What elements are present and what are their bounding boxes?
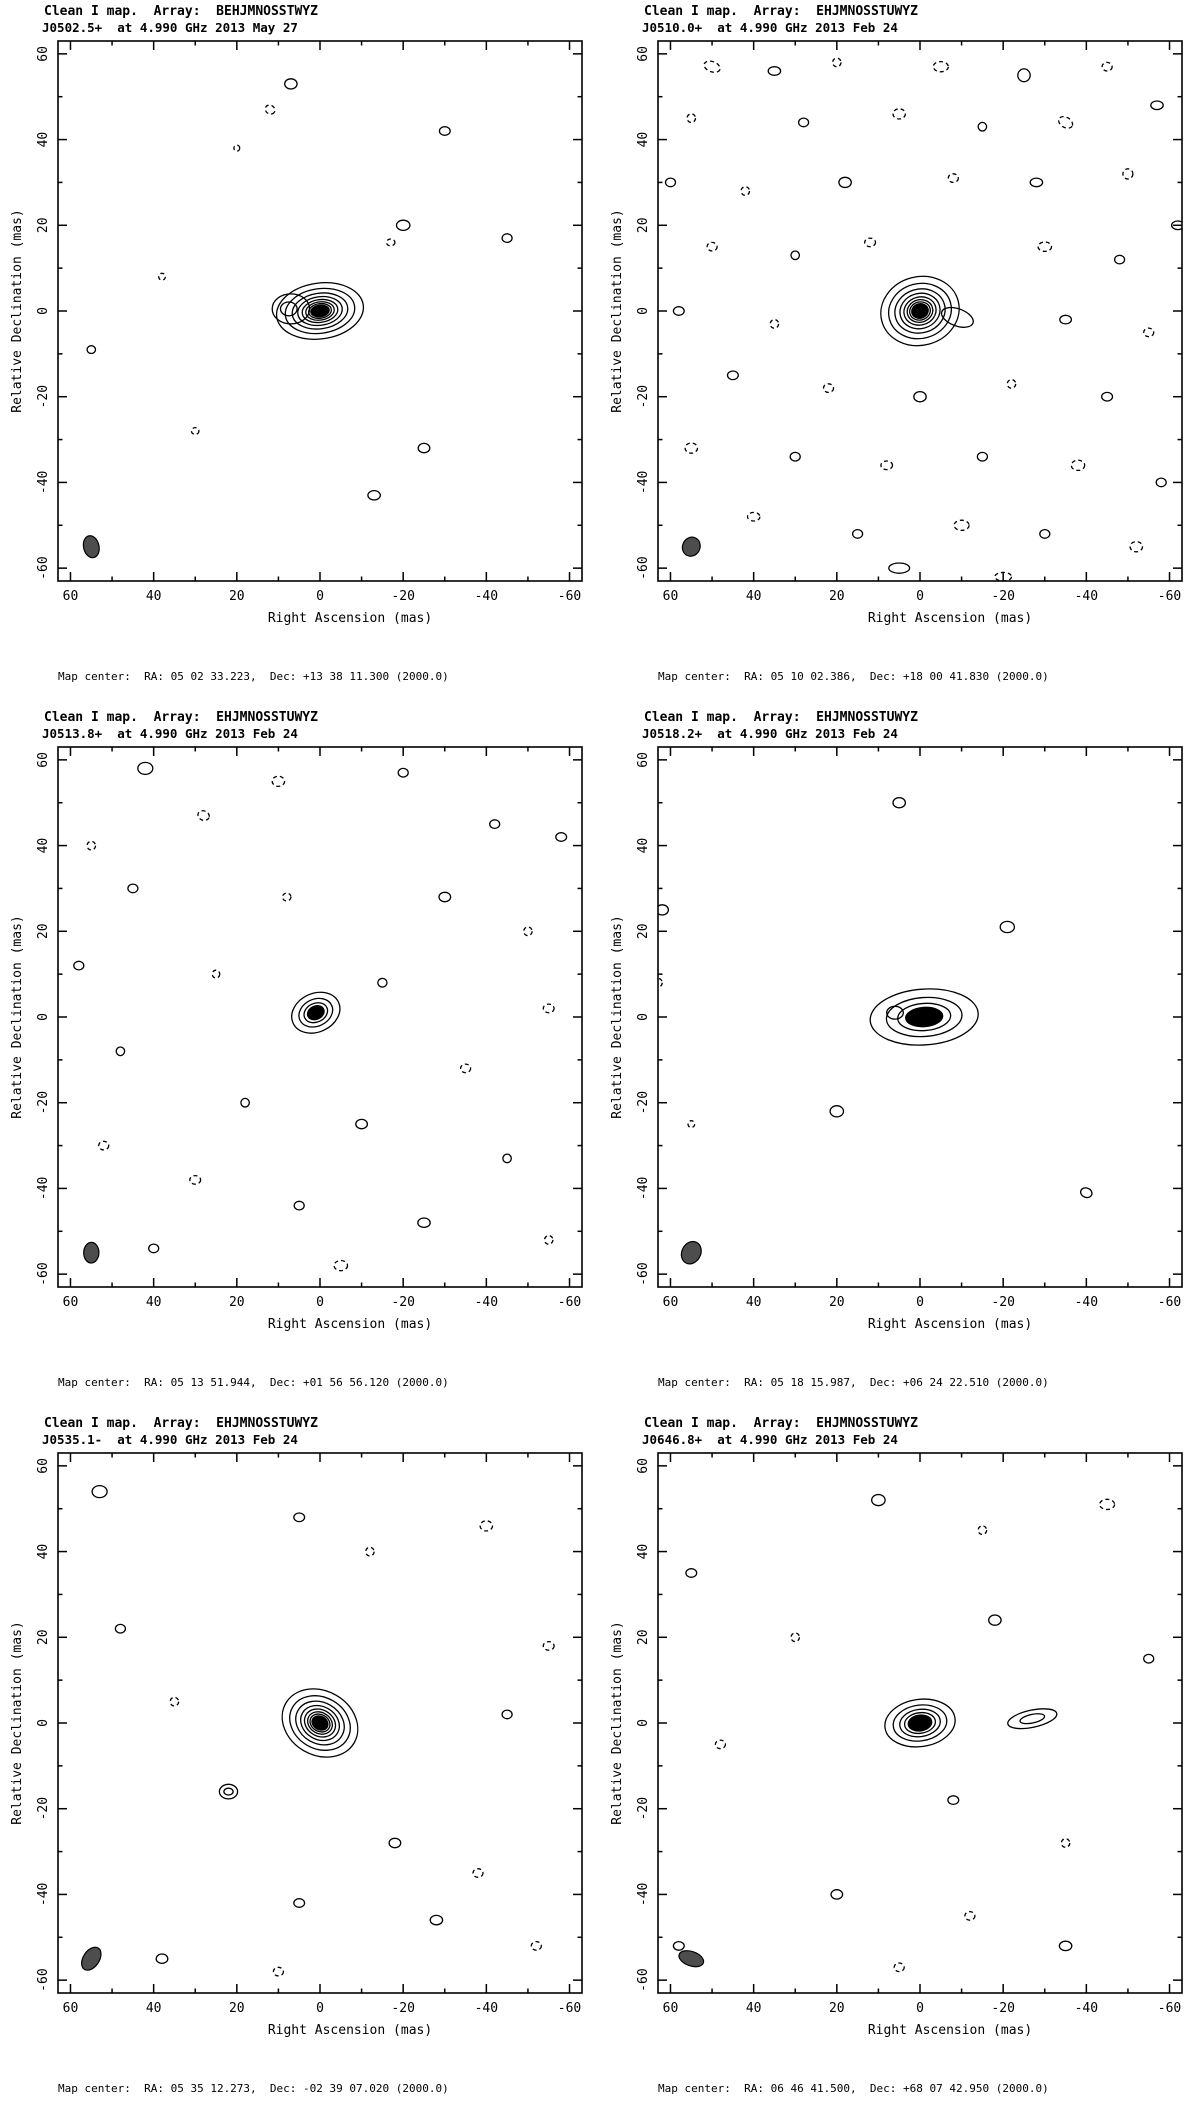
svg-text:Right Ascension (mas): Right Ascension (mas) [267, 611, 433, 626]
svg-text:40: 40 [635, 837, 651, 854]
svg-text:40: 40 [745, 1295, 762, 1310]
svg-text:0: 0 [36, 1013, 51, 1021]
svg-text:-20: -20 [991, 2001, 1015, 2016]
svg-text:-60: -60 [36, 1968, 52, 1992]
svg-text:0: 0 [316, 2001, 324, 2016]
svg-text:-60: -60 [636, 1968, 652, 1992]
svg-text:-20: -20 [636, 1090, 652, 1115]
svg-text:-60: -60 [557, 589, 582, 604]
svg-text:20: 20 [828, 2001, 845, 2016]
svg-text:40: 40 [145, 2001, 162, 2016]
svg-text:Right Ascension (mas): Right Ascension (mas) [267, 1317, 433, 1332]
panel-j0502 [0, 0, 600, 706]
panel-j0535 [0, 1412, 600, 2118]
svg-text:20: 20 [35, 1629, 51, 1646]
svg-text:-60: -60 [1157, 1295, 1182, 1310]
panel-title: Clean I map. Array: EHJMNOSSTUWYZ [644, 4, 918, 19]
svg-text:-40: -40 [474, 589, 499, 604]
svg-text:-60: -60 [36, 556, 52, 580]
svg-text:20: 20 [828, 1295, 845, 1310]
svg-text:40: 40 [745, 589, 762, 604]
svg-text:0: 0 [636, 1013, 651, 1021]
panel-subtitle: J0535.1- at 4.990 GHz 2013 Feb 24 [42, 1432, 298, 1447]
contour-map-plot [600, 35, 1200, 639]
svg-text:-60: -60 [557, 1295, 582, 1310]
svg-text:40: 40 [745, 2001, 762, 2016]
svg-text:0: 0 [316, 1295, 324, 1310]
panel-j0646 [600, 1412, 1200, 2118]
map-caption [658, 1347, 1200, 1412]
svg-text:-40: -40 [36, 470, 52, 495]
svg-text:20: 20 [228, 1295, 245, 1310]
svg-text:40: 40 [35, 1543, 51, 1560]
svg-text:60: 60 [35, 752, 51, 768]
contour-map-plot [0, 1447, 600, 2051]
panel-j0518 [600, 706, 1200, 1412]
svg-text:60: 60 [35, 46, 51, 62]
svg-text:60: 60 [635, 752, 651, 768]
panel-title: Clean I map. Array: EHJMNOSSTUWYZ [44, 1416, 318, 1431]
svg-text:20: 20 [828, 589, 845, 604]
svg-text:-40: -40 [474, 1295, 499, 1310]
svg-text:0: 0 [916, 589, 924, 604]
svg-text:60: 60 [635, 1458, 651, 1474]
svg-text:-40: -40 [36, 1882, 52, 1907]
svg-text:60: 60 [62, 2001, 79, 2016]
svg-text:-20: -20 [36, 384, 52, 409]
svg-text:-40: -40 [636, 470, 652, 495]
svg-text:Relative Declination (mas): Relative Declination (mas) [10, 1621, 25, 1825]
svg-text:-40: -40 [636, 1176, 652, 1201]
svg-text:0: 0 [916, 1295, 924, 1310]
svg-text:Right Ascension (mas): Right Ascension (mas) [267, 2023, 433, 2038]
caption-map-center: Map center: RA: 05 18 15.987, Dec: +06 24 22.510 (2000.0) [658, 1376, 1049, 1389]
svg-text:40: 40 [35, 131, 51, 148]
panel-title: Clean I map. Array: EHJMNOSSTUWYZ [644, 1416, 918, 1431]
svg-text:20: 20 [228, 589, 245, 604]
contour-map-plot [0, 741, 600, 1345]
map-caption [658, 641, 1200, 706]
svg-text:0: 0 [636, 1719, 651, 1727]
svg-text:-40: -40 [474, 2001, 499, 2016]
map-caption [58, 641, 600, 706]
svg-text:-40: -40 [1074, 1295, 1099, 1310]
panel-subtitle: J0513.8+ at 4.990 GHz 2013 Feb 24 [42, 726, 298, 741]
svg-text:-60: -60 [1157, 589, 1182, 604]
panel-subtitle: J0502.5+ at 4.990 GHz 2013 May 27 [42, 20, 298, 35]
svg-text:20: 20 [635, 217, 651, 234]
svg-text:Right Ascension (mas): Right Ascension (mas) [867, 1317, 1033, 1332]
svg-text:Relative Declination (mas): Relative Declination (mas) [610, 209, 625, 413]
panel-subtitle: J0646.8+ at 4.990 GHz 2013 Feb 24 [642, 1432, 898, 1447]
caption-map-center: Map center: RA: 05 35 12.273, Dec: -02 39 07.020 (2000.0) [58, 2082, 449, 2095]
contour-map-plot [600, 741, 1200, 1345]
svg-text:Right Ascension (mas): Right Ascension (mas) [867, 611, 1033, 626]
contour-map-plot [0, 35, 600, 639]
svg-text:-20: -20 [991, 589, 1015, 604]
svg-text:-40: -40 [36, 1176, 52, 1201]
svg-text:Relative Declination (mas): Relative Declination (mas) [10, 209, 25, 413]
svg-text:-60: -60 [557, 2001, 582, 2016]
svg-text:0: 0 [916, 2001, 924, 2016]
caption-map-center: Map center: RA: 05 13 51.944, Dec: +01 56 56.120 (2000.0) [58, 1376, 449, 1389]
panel-subtitle: J0510.0+ at 4.990 GHz 2013 Feb 24 [642, 20, 898, 35]
caption-map-center: Map center: RA: 05 10 02.386, Dec: +18 00 41.830 (2000.0) [658, 670, 1049, 683]
svg-text:40: 40 [145, 589, 162, 604]
svg-text:20: 20 [635, 1629, 651, 1646]
svg-text:60: 60 [662, 589, 679, 604]
svg-text:-20: -20 [391, 1295, 415, 1310]
contour-map-plot [600, 1447, 1200, 2051]
svg-text:0: 0 [36, 307, 51, 315]
svg-text:60: 60 [662, 2001, 679, 2016]
map-caption [658, 2053, 1200, 2118]
svg-text:-20: -20 [391, 2001, 415, 2016]
panel-j0510 [600, 0, 1200, 706]
svg-text:-60: -60 [36, 1262, 52, 1286]
svg-text:20: 20 [635, 923, 651, 940]
map-caption [58, 1347, 600, 1412]
map-caption [58, 2053, 600, 2118]
svg-text:Relative Declination (mas): Relative Declination (mas) [610, 1621, 625, 1825]
svg-text:60: 60 [35, 1458, 51, 1474]
svg-text:-40: -40 [1074, 2001, 1099, 2016]
svg-text:-60: -60 [636, 556, 652, 580]
svg-text:Relative Declination (mas): Relative Declination (mas) [610, 915, 625, 1119]
svg-text:-40: -40 [1074, 589, 1099, 604]
panel-title: Clean I map. Array: EHJMNOSSTUWYZ [644, 710, 918, 725]
svg-text:60: 60 [62, 1295, 79, 1310]
svg-text:-20: -20 [391, 589, 415, 604]
svg-text:-20: -20 [991, 1295, 1015, 1310]
svg-text:40: 40 [635, 131, 651, 148]
svg-text:-20: -20 [636, 384, 652, 409]
svg-text:60: 60 [635, 46, 651, 62]
svg-text:-60: -60 [1157, 2001, 1182, 2016]
svg-text:20: 20 [35, 217, 51, 234]
svg-text:-20: -20 [636, 1796, 652, 1821]
panel-subtitle: J0518.2+ at 4.990 GHz 2013 Feb 24 [642, 726, 898, 741]
svg-text:-60: -60 [636, 1262, 652, 1286]
svg-text:Right Ascension (mas): Right Ascension (mas) [867, 2023, 1033, 2038]
panel-title: Clean I map. Array: BEHJMNOSSTWYZ [44, 4, 318, 19]
svg-text:0: 0 [316, 589, 324, 604]
caption-map-center: Map center: RA: 06 46 41.500, Dec: +68 07 42.950 (2000.0) [658, 2082, 1049, 2095]
svg-text:60: 60 [62, 589, 79, 604]
svg-text:-40: -40 [636, 1882, 652, 1907]
panel-title: Clean I map. Array: EHJMNOSSTUWYZ [44, 710, 318, 725]
svg-text:Relative Declination (mas): Relative Declination (mas) [10, 915, 25, 1119]
panel-j0513 [0, 706, 600, 1412]
svg-text:20: 20 [35, 923, 51, 940]
svg-text:0: 0 [636, 307, 651, 315]
svg-text:40: 40 [635, 1543, 651, 1560]
svg-text:60: 60 [662, 1295, 679, 1310]
svg-text:40: 40 [145, 1295, 162, 1310]
svg-text:20: 20 [228, 2001, 245, 2016]
svg-text:-20: -20 [36, 1090, 52, 1115]
caption-map-center: Map center: RA: 05 02 33.223, Dec: +13 38 11.300 (2000.0) [58, 670, 449, 683]
svg-text:-20: -20 [36, 1796, 52, 1821]
svg-text:0: 0 [36, 1719, 51, 1727]
svg-text:40: 40 [35, 837, 51, 854]
